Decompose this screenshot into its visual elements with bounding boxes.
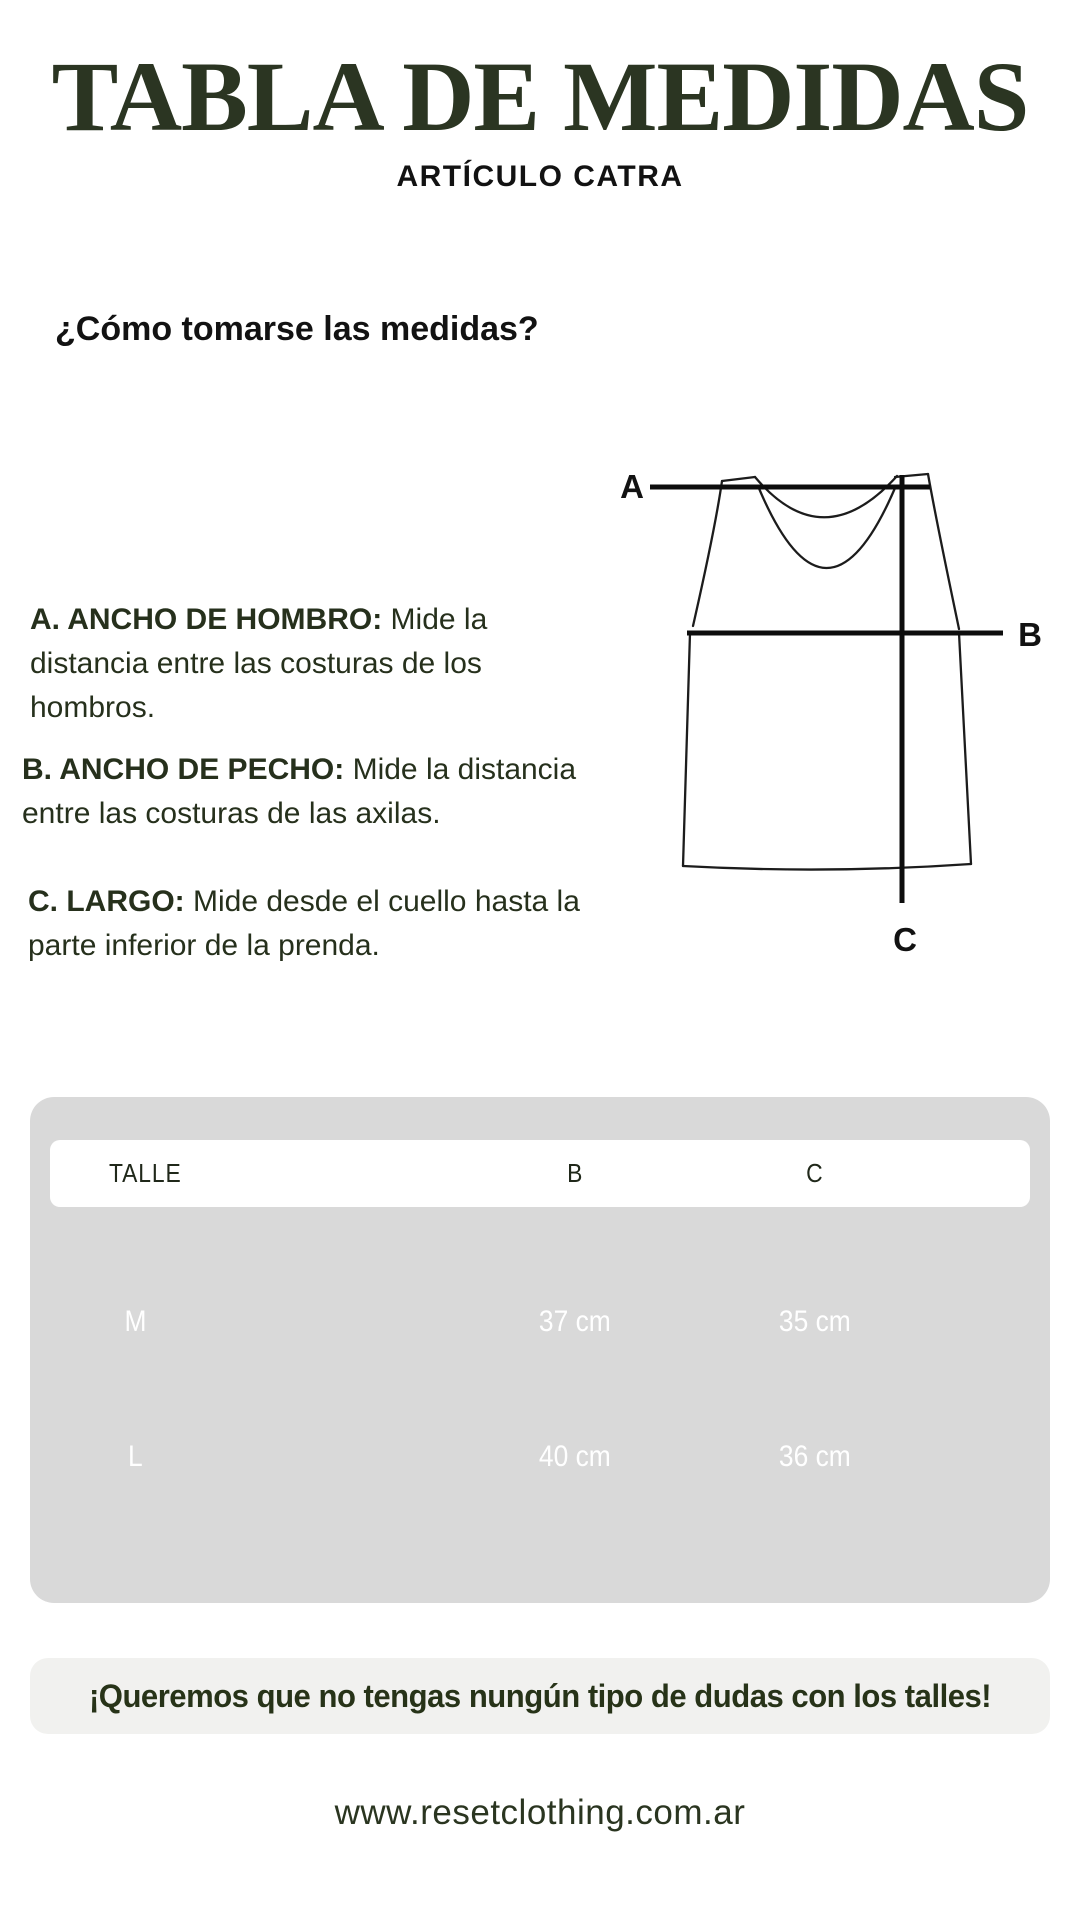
header-c-label: C [806, 1158, 824, 1188]
diagram-label-b: B [1018, 616, 1042, 653]
tank-top-outline [683, 474, 971, 870]
size-l-length-value: 36 cm [779, 1440, 851, 1473]
size-m-label: M [124, 1305, 146, 1338]
tank-top-illustration [600, 430, 1060, 990]
header-cell-b [475, 1140, 675, 1207]
header-talle-label: TALLE [108, 1158, 182, 1188]
size-m-length-value: 35 cm [779, 1305, 851, 1338]
cell-l-length [715, 1437, 915, 1477]
table-row-size-m [30, 1302, 1050, 1342]
instruction-chest-width [22, 748, 622, 836]
how-to-measure-heading: ¿Cómo tomarse las medidas? [55, 310, 539, 348]
size-table-header-row [50, 1140, 1030, 1207]
instruction-length-label: C. LARGO: [28, 885, 185, 918]
diagram-label-c: C [893, 921, 917, 958]
reassurance-banner [30, 1658, 1050, 1734]
cell-l-chest [475, 1437, 675, 1477]
diagram-label-a: A [620, 468, 644, 505]
size-l-label: L [127, 1440, 143, 1473]
website-url: www.resetclothing.com.ar [334, 1793, 746, 1832]
size-m-chest-value: 37 cm [539, 1305, 611, 1338]
header-cell-talle [75, 1140, 215, 1207]
instruction-length-text: Mide desde el cuello hasta la parte inferior de la prenda. [28, 885, 580, 962]
header-cell-c [715, 1140, 915, 1207]
instruction-chest-text: Mide la distancia entre las costuras de las axilas. [22, 753, 577, 830]
cell-m-length [715, 1302, 915, 1342]
instruction-shoulder-width [30, 598, 545, 730]
article-subtitle: ARTÍCULO CATRA [396, 160, 684, 193]
instruction-length [28, 880, 613, 968]
size-table [30, 1097, 1050, 1603]
page-title: TABLA DE MEDIDAS [51, 41, 1029, 152]
cell-m-chest [475, 1302, 675, 1342]
tank-top-measurement-diagram [600, 430, 1060, 990]
header-b-label: B [566, 1158, 584, 1188]
instruction-chest-label: B. ANCHO DE PECHO: [22, 753, 345, 786]
reassurance-banner-text: ¡Queremos que no tengas nungún tipo de dudas con los talles! [88, 1678, 992, 1714]
size-l-chest-value: 40 cm [539, 1440, 611, 1473]
instruction-shoulder-label: A. ANCHO DE HOMBRO: [30, 603, 383, 636]
instruction-shoulder-text: Mide la distancia entre las costuras de los hombros. [30, 603, 488, 724]
table-row-size-l [30, 1437, 1050, 1477]
cell-size-m [50, 1302, 220, 1342]
cell-size-l [50, 1437, 220, 1477]
measurement-lines [650, 475, 1003, 903]
